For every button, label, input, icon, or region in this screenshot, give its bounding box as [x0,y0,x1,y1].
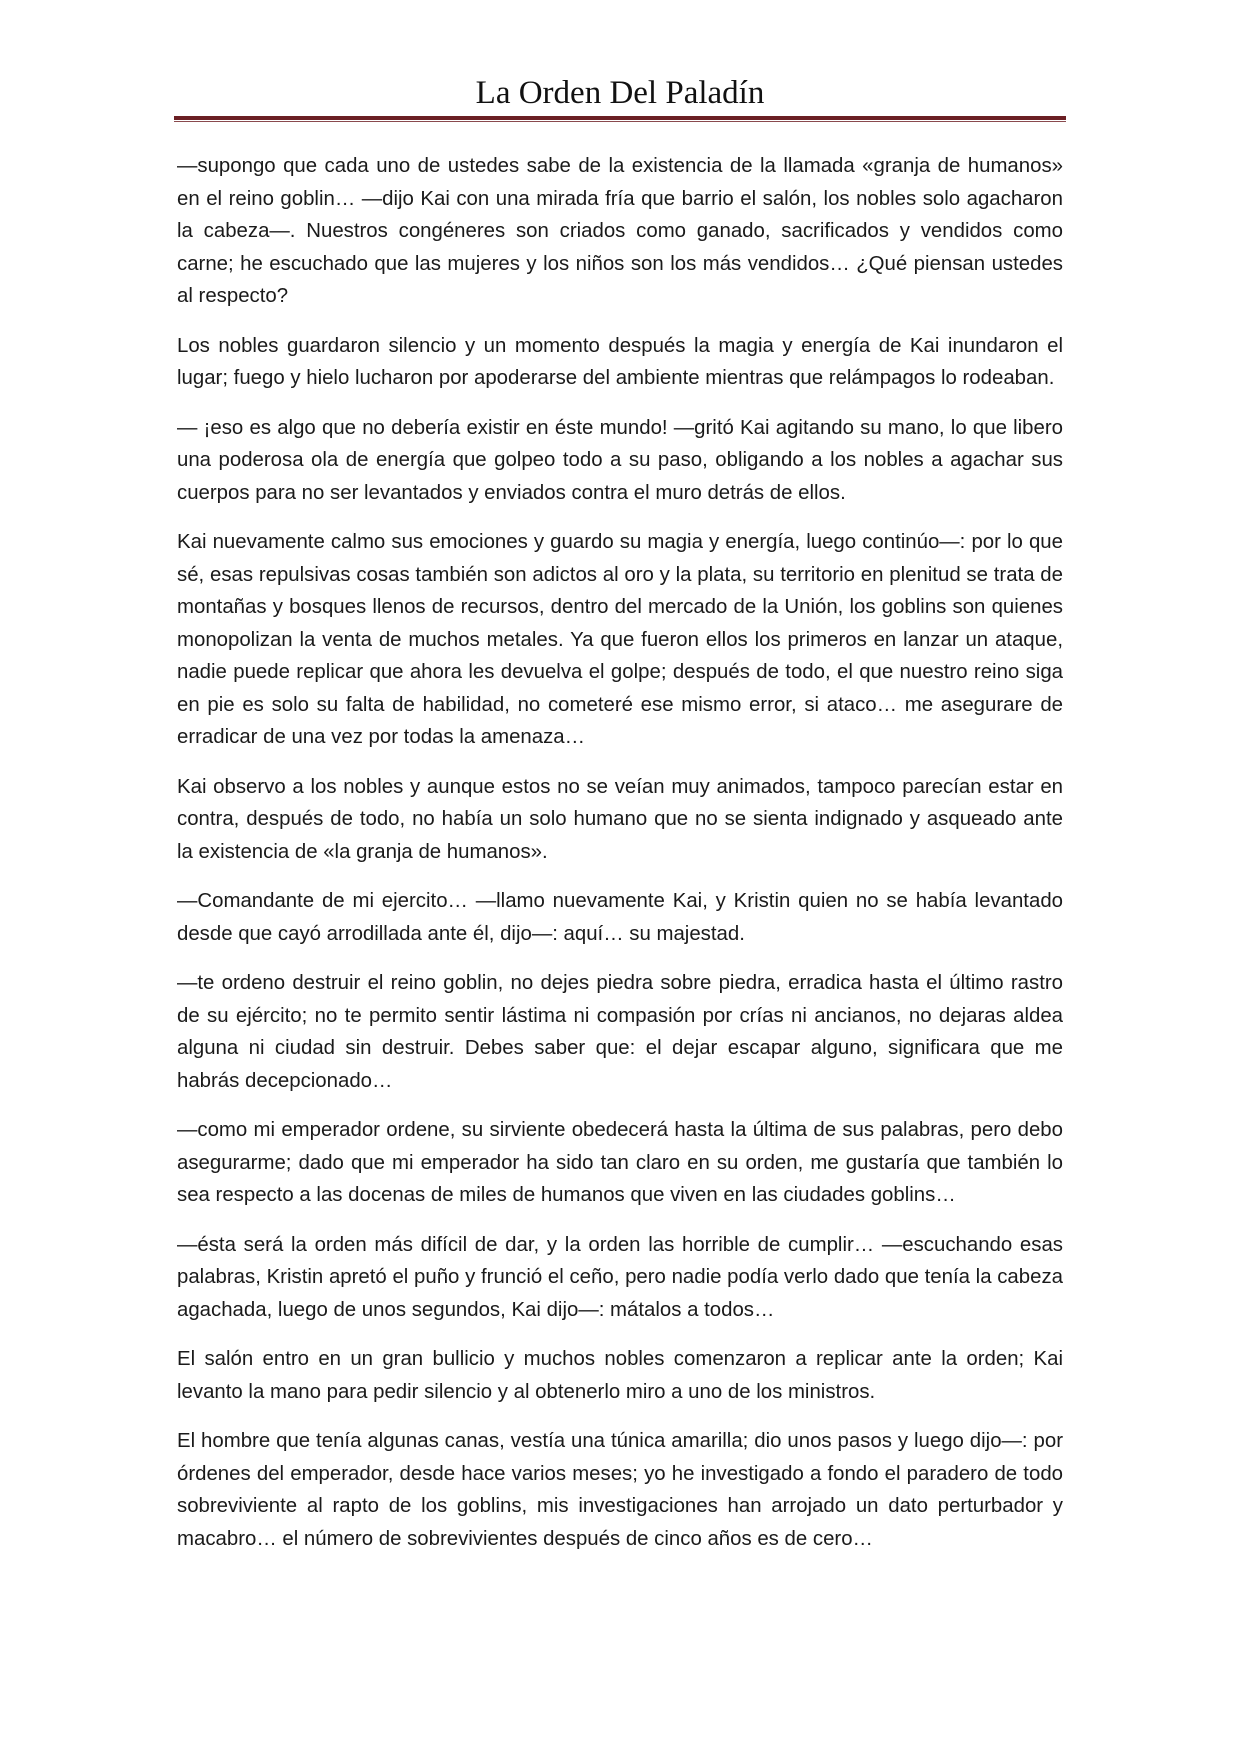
paragraph: — ¡eso es algo que no debería existir en éste mundo! —gritó Kai agitando su mano, lo que libero una poderosa ola de energía que golpeo todo a su paso, obligando a los nobles a agachar sus cuerpos para no ser levantados y enviados contra el muro detrás de ellos. [177,416,1063,504]
paragraph: —supongo que cada uno de ustedes sabe de la existencia de la llamada «granja de humanos» en el reino goblin… —dijo Kai con una mirada fría que barrio el salón, los nobles solo agacharon la cabeza—. Nuestros congéneres son criados como ganado, sacrificados y vendidos como carne; he escuchado que las mujeres y los niños son los más vendidos… ¿Qué piensan ustedes al respecto? [177,155,1063,307]
paragraph: Kai observo a los nobles y aunque estos no se veían muy animados, tampoco parecían estar en contra, después de todo, no había un solo humano que no se sienta indignado y asqueado ante la existencia de «la granja de humanos». [177,775,1063,863]
paragraph: —como mi emperador ordene, su sirviente obedecerá hasta la última de sus palabras, pero debo asegurarme; dado que mi emperador ha sido tan claro en su orden, me gustaría que también lo sea respecto a las docenas de miles de humanos que viven en las ciudades goblins… [177,1119,1063,1206]
paragraph: —te ordeno destruir el reino goblin, no dejes piedra sobre piedra, erradica hasta el último rastro de su ejército; no te permito sentir lástima ni compasión por crías ni ancianos, no dejaras aldea alguna ni ciudad sin destruir. Debes saber que: el dejar escapar alguno, significara que me habrás decepcionado… [177,972,1063,1092]
book-title: La Orden Del Paladín [475,75,765,111]
paragraph: El salón entro en un gran bullicio y muchos nobles comenzaron a replicar ante la orden; Kai levanto la mano para pedir silencio y al obtenerlo miro a uno de los ministros. [177,1348,1063,1403]
header-rule-thick-line [174,116,1066,120]
paragraph: Kai nuevamente calmo sus emociones y guardo su magia y energía, luego continúo—: por lo que sé, esas repulsivas cosas también son adictos al oro y la plata, su territorio en plenitud se trata de montañas y bosques llenos de recursos, dentro del mercado de la Unión, los goblins son quienes monopolizan la venta de muchos metales. Ya que fueron ellos los primeros en lanzar un ataque, nadie puede replicar que ahora les devuelva el golpe; después de todo, el que nuestro reino siga en pie es solo su falta de habilidad, no cometeré ese mismo error, si ataco… me asegurare de erradicar de una vez por todas la amenaza… [177,531,1063,748]
paragraph: Los nobles guardaron silencio y un momento después la magia y energía de Kai inundaron el lugar; fuego y hielo lucharon por apoderarse del ambiente mientras que relámpagos lo rodeaban. [177,334,1063,389]
body-text [177,150,1063,1572]
paragraph: —Comandante de mi ejercito… —llamo nuevamente Kai, y Kristin quien no se había levantado desde que cayó arrodillada ante él, dijo—: aquí… su majestad. [177,890,1063,945]
header-rule [174,116,1066,123]
paragraph: El hombre que tenía algunas canas, vestía una túnica amarilla; dio unos pasos y luego dijo—: por órdenes del emperador, desde hace varios meses; yo he investigado a fondo el paradero de todo sobreviviente al rapto de los goblins, mis investigaciones han arrojado un dato perturbador y macabro… el número de sobrevivientes después de cinco años es de cero… [177,1430,1063,1550]
paragraph: —ésta será la orden más difícil de dar, y la orden las horrible de cumplir… —escuchando esas palabras, Kristin apretó el puño y frunció el ceño, pero nadie podía verlo dado que tenía la cabeza agachada, luego de unos segundos, Kai dijo—: mátalos a todos… [177,1233,1063,1321]
page-header [174,72,1066,114]
header-rule-thin-line [174,121,1066,122]
